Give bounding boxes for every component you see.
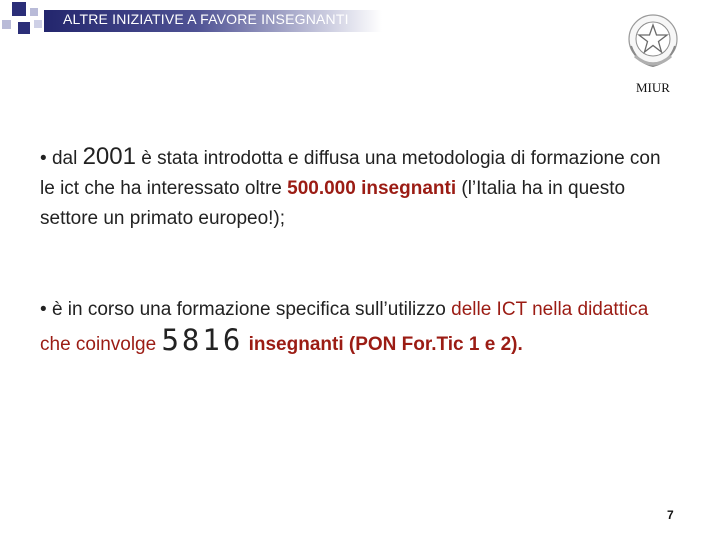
miur-label: MIUR xyxy=(636,80,670,95)
bullet-text: (l’Italia ha in questo settore un primato europeo!); xyxy=(40,178,626,229)
bullet-marker: • xyxy=(40,148,47,169)
year-value: 2001 xyxy=(82,143,136,170)
bullet-marker: • xyxy=(40,299,47,320)
bullet-point-2 xyxy=(40,295,670,360)
highlight-figure: 500.000 insegnanti xyxy=(287,178,457,199)
bullet-text: dal xyxy=(51,148,83,169)
highlight-text: delle ICT nella didattica che coinvolge xyxy=(40,299,649,355)
bullet-text: è in corso una formazione specifica sull’utilizzo xyxy=(51,299,452,320)
teacher-count: 5816 xyxy=(161,323,244,357)
highlight-figure: insegnanti (PON For.Tic 1 e 2). xyxy=(243,334,523,355)
page-number: 7 xyxy=(667,508,674,522)
bullet-text: è stata introdotta e diffusa una metodologia di formazione con le ict che ha interessato oltre xyxy=(40,148,661,199)
emblem-icon xyxy=(626,12,680,72)
bullet-point-1 xyxy=(40,142,670,234)
slide-title: ALTRE INIZIATIVE A FAVORE INSEGNANTI xyxy=(63,11,349,27)
